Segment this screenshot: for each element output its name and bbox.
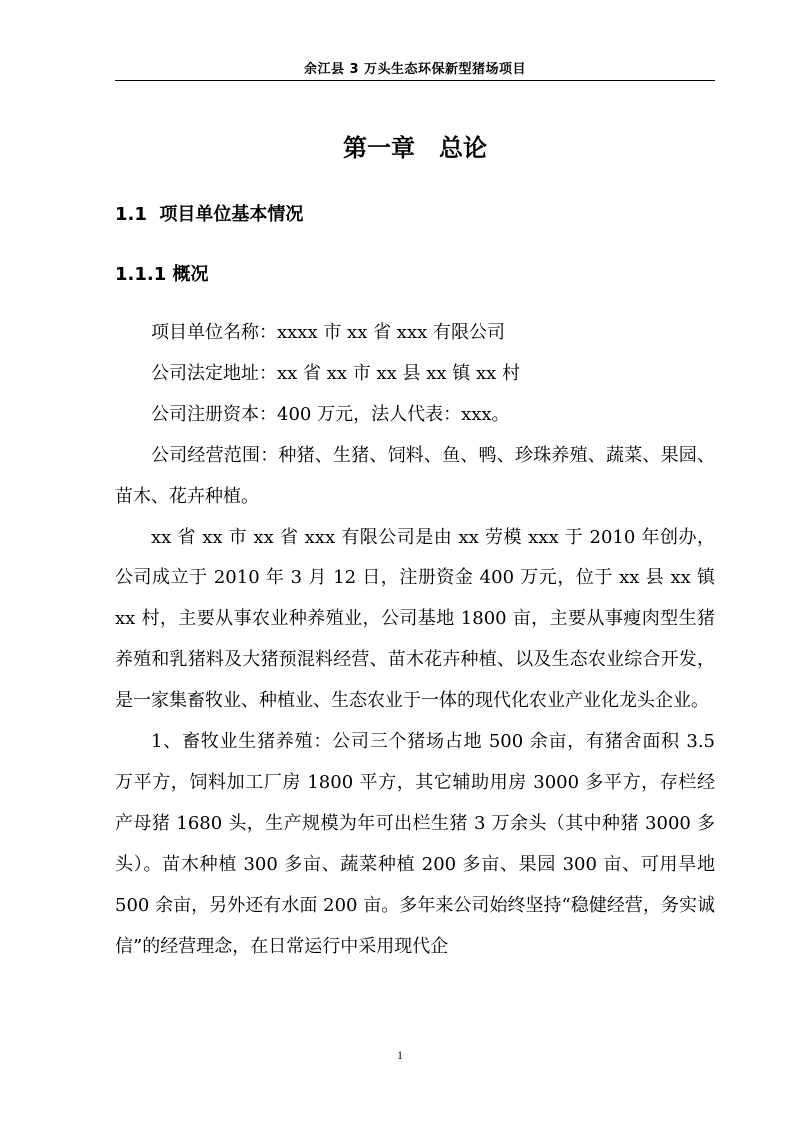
paragraph-company-address: 公司法定地址：xx 省 xx 市 xx 县 xx 镇 xx 村 [151, 362, 521, 384]
header-rule [115, 80, 715, 81]
section-heading: 1.1 项目单位基本情况 [115, 204, 304, 225]
body-text [115, 313, 715, 968]
chapter-title: 第一章 总论 [343, 134, 487, 162]
running-header: 余江县 3 万头生态环保新型猪场项目 [303, 62, 527, 77]
paragraph-business-scope: 公司经营范围：种猪、生猪、饲料、鱼、鸭、珍珠养殖、蔬菜、果园、苗木、花卉种植。 [115, 444, 715, 507]
page-number: 1 [397, 1048, 403, 1062]
paragraph-livestock: 1、畜牧业生猪养殖：公司三个猪场占地 500 余亩，有猪舍面积 3.5 万平方，饲料加工厂房 1800 平方，其它辅助用房 3000 多平方，存栏经产母猪 1680 头，生产规模为年可出栏生猪 3 万余头（其中种猪 3000 多头）。苗木种植 300 多亩、蔬菜种植 200 多亩、果园 300 亩、可用旱地 500 余亩，另外还有水面 200 亩。多年来公司始终坚持“稳健经营，务实诚信”的经营理念，在日常运行中采用现代企 [115, 731, 715, 957]
paragraph-company-name: 项目单位名称：xxxx 市 xx 省 xxx 有限公司 [151, 322, 505, 343]
paragraph-registered-capital: 公司注册资本：400 万元，法人代表：xxx。 [151, 403, 510, 425]
subsection-heading: 1.1.1 概况 [115, 264, 209, 285]
paragraph-company-overview: xx 省 xx 市 xx 省 xxx 有限公司是由 xx 劳模 xxx 于 2010 年创办，公司成立于 2010 年 3 月 12 日，注册资金 400 万元，位于 xx 县 xx 镇 xx 村，主要从事农业种养殖业，公司基地 1800 亩，主要从事瘦肉型生猪养殖和乳猪料及大猪预混料经营、苗木花卉种植、以及生态农业综合开发，是一家集畜牧业、种植业、生态农业于一体的现代化农业产业化龙头企业。 [115, 526, 715, 712]
